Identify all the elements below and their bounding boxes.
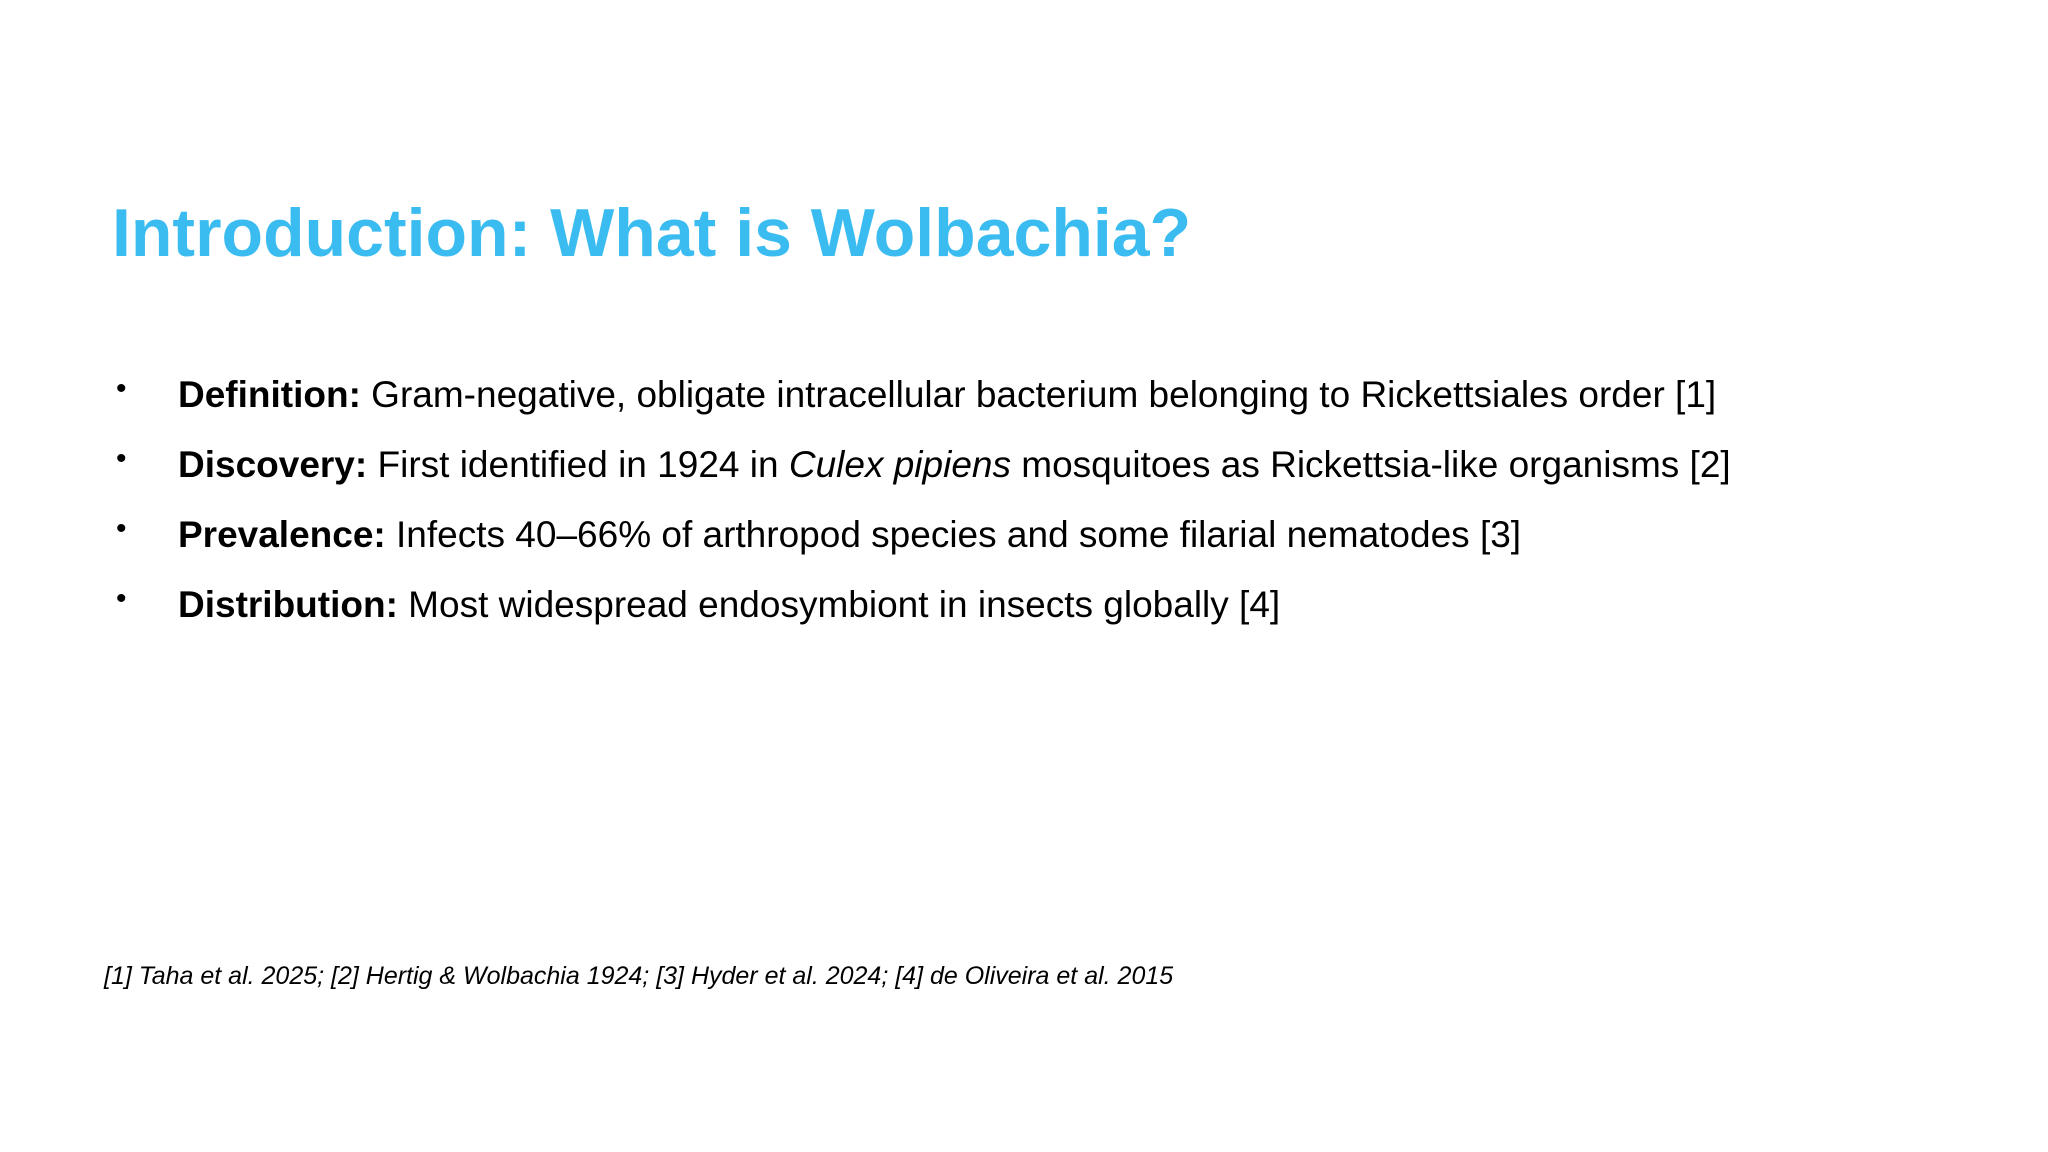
references-footnote: [1] Taha et al. 2025; [2] Hertig & Wolbachia 1924; [3] Hyder et al. 2024; [4] de Oliveira et al. 2015 [104,962,1174,990]
bullet-body: Gram-negative, obligate intracellular bacterium belonging to Rickettsiales order [1] [360,374,1717,415]
bullet-text [178,500,1521,570]
bullet-term: Discovery: [178,444,368,485]
bullet-marker: • [116,372,127,405]
bullet-text [178,430,1731,500]
bullet-body: Most widespread endosymbiont in insects globally [4] [397,584,1281,625]
slide-title: Introduction: What is Wolbachia? [112,195,1192,271]
bullet-body-cont: mosquitoes as Rickettsia-like organisms [2] [1010,444,1731,485]
bullet-marker: • [116,582,127,615]
bullet-text [178,570,1280,640]
bullet-text [178,360,1716,430]
bullet-body: First identified in 1924 in [367,444,789,485]
bullet-marker: • [116,442,127,475]
bullet-term: Definition: [178,374,361,415]
species-name: Culex pipiens [788,444,1011,485]
bullet-term: Prevalence: [178,514,386,555]
bullet-body: Infects 40–66% of arthropod species and some filarial nematodes [3] [385,514,1522,555]
bullet-term: Distribution: [178,584,398,625]
bullet-marker: • [116,512,127,545]
